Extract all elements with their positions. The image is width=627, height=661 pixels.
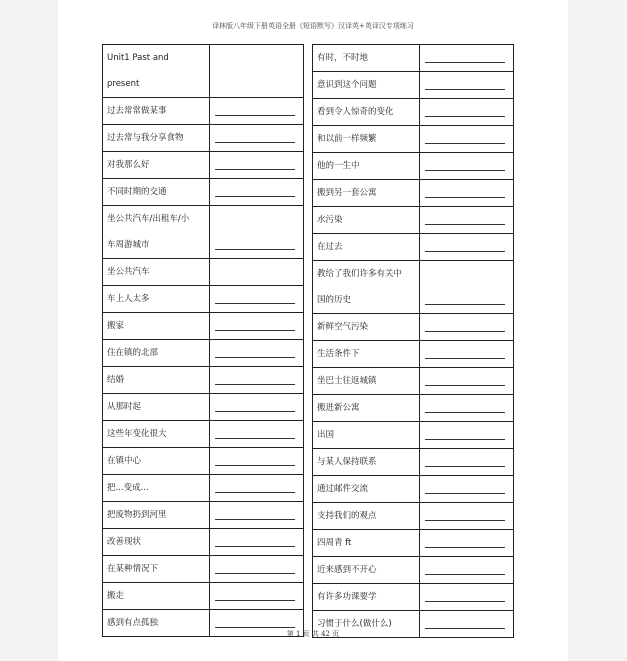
answer-blank-line[interactable] — [425, 197, 505, 198]
left-table-row — [103, 98, 304, 125]
answer-cell[interactable] — [420, 99, 514, 126]
phrase-cell — [313, 45, 420, 72]
answer-blank-line[interactable] — [215, 115, 295, 116]
answer-blank-line[interactable] — [215, 357, 295, 358]
phrase-text: 通过邮件交流 — [317, 484, 369, 494]
phrase-cell — [103, 475, 210, 502]
phrase-cell — [103, 152, 210, 179]
answer-cell[interactable] — [420, 503, 514, 530]
phrase-cell — [313, 126, 420, 153]
answer-cell[interactable] — [420, 314, 514, 341]
answer-cell[interactable] — [420, 530, 514, 557]
left-table-row — [103, 286, 304, 313]
left-table-row — [103, 529, 304, 556]
answer-blank-line[interactable] — [215, 546, 295, 547]
phrase-cell — [103, 367, 210, 394]
right-table-row — [313, 153, 514, 180]
answer-blank-line[interactable] — [215, 249, 295, 250]
phrase-cell — [313, 449, 420, 476]
answer-blank-line[interactable] — [425, 520, 505, 521]
answer-cell[interactable] — [420, 45, 514, 72]
phrase-text: 坐公共汽车/出租车/小 — [107, 214, 190, 224]
phrase-text: 水污染 — [317, 215, 343, 225]
answer-cell[interactable] — [420, 557, 514, 584]
answer-cell[interactable] — [210, 313, 304, 340]
phrase-text: 过去常常做某事 — [107, 106, 167, 116]
left-table-row — [103, 125, 304, 152]
phrase-text: 感到有点孤独 — [107, 618, 159, 628]
phrase-cell — [103, 125, 210, 152]
phrase-text: 搬走 — [107, 591, 125, 601]
phrase-cell — [313, 476, 420, 503]
phrase-cell — [313, 153, 420, 180]
left-table-row — [103, 448, 304, 475]
phrase-text: 结婚 — [107, 375, 125, 385]
answer-blank-line[interactable] — [425, 574, 505, 575]
answer-blank-line[interactable] — [215, 384, 295, 385]
phrase-text: 四周青 ft — [317, 538, 352, 548]
phrase-cell — [313, 99, 420, 126]
answer-cell[interactable] — [420, 261, 514, 314]
answer-blank-line[interactable] — [425, 251, 505, 252]
left-table-row — [103, 152, 304, 179]
phrase-text: 他的一生中 — [317, 161, 360, 171]
phrase-text: 在某种情况下 — [107, 564, 159, 574]
phrase-text: 车周游城市 — [107, 240, 150, 250]
answer-blank-line[interactable] — [425, 385, 505, 386]
right-table-row — [313, 99, 514, 126]
left-table-row — [103, 45, 304, 98]
phrase-cell — [103, 394, 210, 421]
left-table-row — [103, 179, 304, 206]
phrase-text: 有许多功课要学 — [317, 592, 377, 602]
right-table-row — [313, 72, 514, 99]
answer-blank-line[interactable] — [215, 465, 295, 466]
right-table-row — [313, 126, 514, 153]
answer-cell[interactable] — [420, 368, 514, 395]
phrase-cell — [313, 234, 420, 261]
phrase-text: 改善现状 — [107, 537, 142, 547]
right-table-row — [313, 45, 514, 72]
answer-cell[interactable] — [210, 125, 304, 152]
answer-blank-line[interactable] — [425, 170, 505, 171]
answer-cell — [210, 259, 304, 286]
answer-cell[interactable] — [420, 180, 514, 207]
phrase-cell — [103, 98, 210, 125]
answer-cell[interactable] — [420, 72, 514, 99]
phrase-text: 与某人保持联系 — [317, 457, 377, 467]
left-exercise-table — [102, 44, 304, 637]
phrase-cell — [313, 368, 420, 395]
phrase-cell — [103, 583, 210, 610]
phrase-cell — [313, 341, 420, 368]
answer-cell[interactable] — [210, 152, 304, 179]
right-table-row — [313, 368, 514, 395]
left-table-row — [103, 313, 304, 340]
phrase-text: 搬到另一套公寓 — [317, 188, 377, 198]
answer-cell[interactable] — [420, 207, 514, 234]
answer-blank-line[interactable] — [425, 62, 505, 63]
right-table-row — [313, 180, 514, 207]
answer-cell[interactable] — [210, 475, 304, 502]
phrase-text: 生活条件下 — [317, 349, 360, 359]
answer-cell[interactable] — [420, 341, 514, 368]
answer-cell[interactable] — [420, 449, 514, 476]
answer-cell — [210, 45, 304, 98]
answer-blank-line[interactable] — [425, 304, 505, 305]
answer-cell[interactable] — [210, 421, 304, 448]
phrase-text: 从那时起 — [107, 402, 142, 412]
phrase-cell — [103, 313, 210, 340]
right-table-row — [313, 234, 514, 261]
answer-blank-line[interactable] — [425, 439, 505, 440]
phrase-text: 不同时期的交通 — [107, 187, 167, 197]
answer-cell[interactable] — [210, 340, 304, 367]
answer-blank-line[interactable] — [425, 547, 505, 548]
phrase-cell — [313, 584, 420, 611]
answer-blank-line[interactable] — [215, 627, 295, 628]
right-table-row — [313, 557, 514, 584]
phrase-text: 支持我们的观点 — [317, 511, 377, 521]
phrase-text: 把...变成... — [107, 483, 149, 493]
phrase-text: 住在镇的北部 — [107, 348, 159, 358]
answer-blank-line[interactable] — [215, 438, 295, 439]
answer-blank-line[interactable] — [215, 142, 295, 143]
right-table-row — [313, 341, 514, 368]
answer-blank-line[interactable] — [425, 331, 505, 332]
phrase-text: 坐公共汽车 — [107, 267, 150, 277]
answer-blank-line[interactable] — [425, 493, 505, 494]
answer-cell[interactable] — [420, 395, 514, 422]
answer-cell[interactable] — [420, 234, 514, 261]
left-table-row — [103, 556, 304, 583]
answer-cell[interactable] — [210, 583, 304, 610]
phrase-text: present — [107, 79, 140, 89]
phrase-cell — [103, 448, 210, 475]
phrase-cell — [103, 179, 210, 206]
phrase-text: 过去常与我分享食物 — [107, 133, 184, 143]
phrase-cell — [103, 502, 210, 529]
phrase-cell — [103, 45, 210, 98]
answer-blank-line[interactable] — [425, 143, 505, 144]
phrase-cell — [313, 314, 420, 341]
phrase-cell — [313, 557, 420, 584]
answer-cell[interactable] — [210, 529, 304, 556]
phrase-cell — [103, 340, 210, 367]
phrase-text: 意识到这个问题 — [317, 80, 377, 90]
phrase-text: 看到令人惊奇的变化 — [317, 107, 394, 117]
phrase-cell — [313, 530, 420, 557]
answer-cell[interactable] — [210, 179, 304, 206]
phrase-text: 国的历史 — [317, 295, 352, 305]
answer-blank-line[interactable] — [425, 466, 505, 467]
phrase-cell — [313, 207, 420, 234]
answer-cell[interactable] — [210, 206, 304, 259]
answer-blank-line[interactable] — [215, 330, 295, 331]
answer-cell[interactable] — [210, 286, 304, 313]
phrase-text: 搬进新公寓 — [317, 403, 360, 413]
answer-blank-line[interactable] — [215, 519, 295, 520]
right-table-row — [313, 584, 514, 611]
phrase-text: 车上人太多 — [107, 294, 150, 304]
left-table-row — [103, 502, 304, 529]
phrase-text: 把废物扔到河里 — [107, 510, 167, 520]
answer-blank-line[interactable] — [215, 492, 295, 493]
answer-blank-line[interactable] — [215, 303, 295, 304]
answer-cell[interactable] — [210, 367, 304, 394]
phrase-cell — [313, 395, 420, 422]
right-table-row — [313, 207, 514, 234]
phrase-text: 在过去 — [317, 242, 343, 252]
phrase-text: 近来感到不开心 — [317, 565, 377, 575]
phrase-text: 出国 — [317, 430, 335, 440]
answer-cell[interactable] — [210, 448, 304, 475]
answer-blank-line[interactable] — [425, 89, 505, 90]
answer-cell[interactable] — [420, 126, 514, 153]
answer-cell[interactable] — [210, 556, 304, 583]
phrase-cell — [313, 422, 420, 449]
answer-cell[interactable] — [420, 153, 514, 180]
phrase-text: 有时，不时地 — [317, 53, 369, 63]
answer-blank-line[interactable] — [215, 169, 295, 170]
left-table-row — [103, 475, 304, 502]
phrase-text: 对我那么好 — [107, 160, 150, 170]
right-table-row — [313, 449, 514, 476]
phrase-cell — [313, 72, 420, 99]
answer-blank-line[interactable] — [425, 358, 505, 359]
answer-blank-line[interactable] — [425, 412, 505, 413]
right-table-row — [313, 314, 514, 341]
phrase-text: 搬家 — [107, 321, 125, 331]
answer-blank-line[interactable] — [215, 411, 295, 412]
answer-blank-line[interactable] — [425, 601, 505, 602]
phrase-cell — [103, 529, 210, 556]
answer-cell[interactable] — [210, 394, 304, 421]
right-table-row — [313, 476, 514, 503]
answer-cell[interactable] — [210, 98, 304, 125]
phrase-cell — [103, 421, 210, 448]
phrase-cell — [103, 259, 210, 286]
page-header: 译林版八年级下册英语全册《短语默写》汉译英+英译汉专项练习 — [212, 22, 414, 30]
page-footer: 第 1 页 共 42 页 — [286, 630, 340, 638]
right-table-row — [313, 503, 514, 530]
phrase-cell — [103, 286, 210, 313]
phrase-text: 坐巴士往返城镇 — [317, 376, 377, 386]
answer-cell[interactable] — [210, 502, 304, 529]
phrase-cell — [313, 261, 420, 314]
right-exercise-table — [312, 44, 514, 638]
phrase-cell — [313, 503, 420, 530]
phrase-text: 这些年变化很大 — [107, 429, 167, 439]
phrase-cell — [313, 180, 420, 207]
answer-blank-line[interactable] — [425, 224, 505, 225]
phrase-text: 在镇中心 — [107, 456, 142, 466]
answer-cell[interactable] — [420, 476, 514, 503]
answer-cell[interactable] — [420, 584, 514, 611]
phrase-text: Unit1 Past and — [107, 53, 169, 63]
left-table-row — [103, 394, 304, 421]
right-table-row — [313, 261, 514, 314]
phrase-text: 新鲜空气污染 — [317, 322, 369, 332]
answer-blank-line[interactable] — [215, 573, 295, 574]
left-table-row — [103, 206, 304, 259]
answer-blank-line[interactable] — [215, 600, 295, 601]
phrase-cell — [103, 206, 210, 259]
right-table-row — [313, 395, 514, 422]
answer-cell[interactable] — [420, 422, 514, 449]
left-table-row — [103, 367, 304, 394]
left-table-row — [103, 583, 304, 610]
document-page — [58, 0, 568, 661]
right-table-row — [313, 422, 514, 449]
phrase-cell — [103, 556, 210, 583]
phrase-text: 习惯于什么(做什么) — [317, 619, 392, 629]
phrase-text: 和以前一样频繁 — [317, 134, 377, 144]
left-table-row — [103, 340, 304, 367]
answer-blank-line[interactable] — [215, 196, 295, 197]
left-table-row — [103, 259, 304, 286]
left-table-row — [103, 421, 304, 448]
answer-blank-line[interactable] — [425, 116, 505, 117]
phrase-text: 教给了我们许多有关中 — [317, 269, 403, 279]
right-table-row — [313, 530, 514, 557]
